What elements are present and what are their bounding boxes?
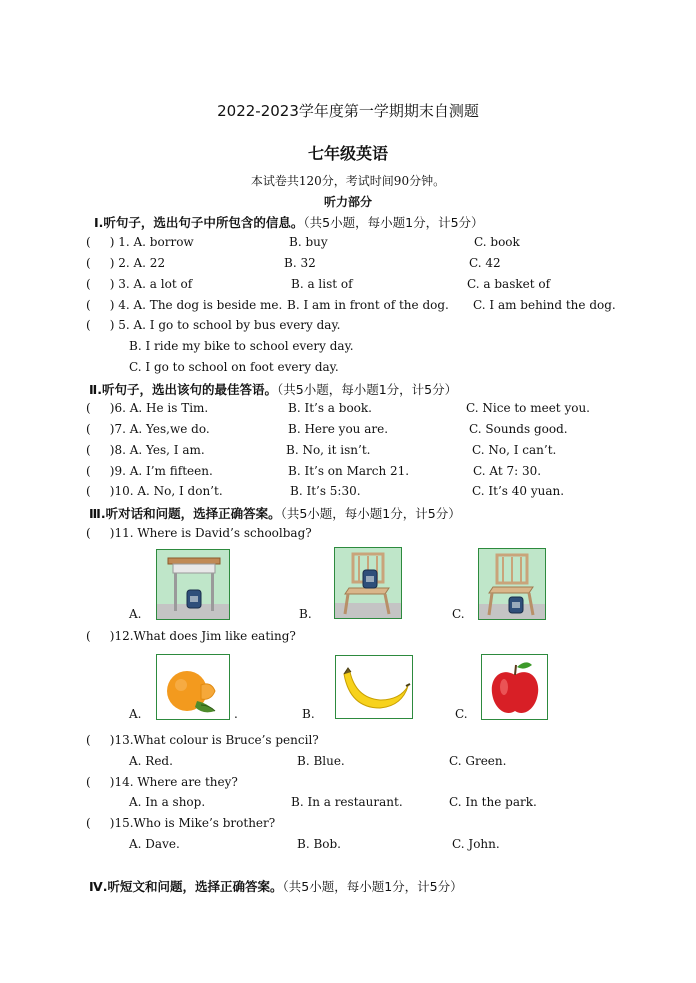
q10-a: )10. A. No, I don’t. (109, 484, 223, 498)
q5-b: B. I ride my bike to school every day. (129, 339, 354, 353)
section-number: Ⅰ. (94, 215, 104, 230)
section-score: （共5小题，每小题1分，计5分） (280, 506, 461, 521)
question-2: ( ) 2. A. 22 (86, 256, 166, 270)
section-title: 听句子，选出该句的最佳答语。 (101, 382, 277, 397)
q9-a: )9. A. I’m fifteen. (109, 464, 213, 478)
desk-icon (157, 550, 230, 620)
q6-c: C. Nice to meet you. (466, 401, 590, 415)
q2-c: C. 42 (469, 256, 501, 270)
q11-stem: )11. Where is David’s schoolbag? (109, 526, 312, 540)
question-7: ( )7. A. Yes,we do. (86, 422, 210, 436)
question-8: ( )8. A. Yes, I am. (86, 443, 205, 457)
q2-a: 2. A. 22 (118, 256, 166, 270)
exam-info: 本试卷共120分，考试时间90分钟。 (250, 174, 446, 188)
section-score: （共5小题，每小题1分，计5分） (303, 215, 484, 230)
question-5: ( ) 5. A. I go to school by bus every day. (86, 318, 341, 332)
q7-b: B. Here you are. (288, 422, 389, 436)
q12-a-dot: . (234, 707, 238, 721)
section-score: （共5小题，每小题1分，计5分） (282, 879, 463, 894)
q10-b: B. It’s 5:30. (290, 484, 361, 498)
question-15: ( )15.Who is Mike’s brother? (86, 816, 276, 830)
q6-b: B. It’s a book. (288, 401, 372, 415)
section-number: Ⅲ. (89, 506, 106, 521)
q15-stem: )15.Who is Mike’s brother? (109, 816, 276, 830)
part-heading: 听力部分 (323, 195, 372, 209)
q12-stem: )12.What does Jim like eating? (109, 629, 296, 643)
banana-icon (336, 656, 413, 719)
q3-a: 3. A. a lot of (118, 277, 193, 291)
q7-c: C. Sounds good. (469, 422, 568, 436)
q4-a: 4. A. The dog is beside me. (118, 298, 283, 312)
q4-b: B. I am in front of the dog. (287, 298, 449, 312)
q9-c: C. At 7: 30. (473, 464, 542, 478)
q4-c: C. I am behind the dog. (473, 298, 616, 312)
q13-c: C. Green. (449, 754, 507, 768)
q13-a: A. Red. (129, 754, 173, 768)
section-title: 听句子，选出句子中所包含的信息。 (103, 215, 304, 230)
section-number: Ⅳ. (89, 879, 108, 894)
q12-c-label: C. (455, 707, 468, 721)
section-title: 听对话和问题，选择正确答案。 (105, 506, 281, 521)
exam-subject: 七年级英语 (307, 144, 388, 163)
q14-a: A. In a shop. (129, 795, 206, 809)
q15-a: A. Dave. (129, 837, 180, 851)
q13-b: B. Blue. (297, 754, 345, 768)
q6-a: )6. A. He is Tim. (109, 401, 209, 415)
question-4: ( ) 4. A. The dog is beside me. (86, 298, 283, 312)
q15-b: B. Bob. (297, 837, 341, 851)
q14-b: B. In a restaurant. (291, 795, 403, 809)
exam-title: 2022-2023学年度第一学期期末自测题 (217, 102, 479, 120)
q11-picture-a (156, 549, 230, 620)
section-4-heading (89, 877, 463, 895)
orange-icon (157, 655, 230, 720)
q11-picture-b (334, 547, 402, 619)
q11-c-label: C. (452, 607, 465, 621)
section-2-heading (89, 380, 457, 398)
q2-b: B. 32 (284, 256, 316, 270)
q3-b: B. a list of (291, 277, 353, 291)
q12-b-label: B. (302, 707, 315, 721)
q1-a: 1. A. borrow (118, 235, 194, 249)
question-10: ( )10. A. No, I don’t. (86, 484, 223, 498)
q13-stem: )13.What colour is Bruce’s pencil? (109, 733, 319, 747)
q12-picture-c (481, 654, 548, 720)
question-11: ( )11. Where is David’s schoolbag? (86, 526, 312, 540)
section-title: 听短文和问题，选择正确答案。 (107, 879, 283, 894)
q12-a-label: A. (129, 707, 142, 721)
q12-picture-a (156, 654, 230, 720)
q1-b: B. buy (289, 235, 328, 249)
section-score: （共5小题，每小题1分，计5分） (277, 382, 458, 397)
section-3-heading (89, 504, 461, 522)
chair-icon (335, 548, 402, 619)
question-13: ( )13.What colour is Bruce’s pencil? (86, 733, 319, 747)
q12-picture-b (335, 655, 413, 719)
q14-c: C. In the park. (449, 795, 537, 809)
question-9: ( )9. A. I’m fifteen. (86, 464, 213, 478)
q11-a-label: A. (129, 607, 142, 621)
question-3: ( ) 3. A. a lot of (86, 277, 193, 291)
q5-a: 5. A. I go to school by bus every day. (118, 318, 341, 332)
section-1-heading (94, 213, 484, 231)
question-1: ( ) 1. A. borrow (86, 235, 194, 249)
chair-icon (479, 549, 546, 620)
q8-c: C. No, I can’t. (472, 443, 557, 457)
q14-stem: )14. Where are they? (109, 775, 238, 789)
q11-b-label: B. (299, 607, 312, 621)
q3-c: C. a basket of (467, 277, 551, 291)
q7-a: )7. A. Yes,we do. (109, 422, 210, 436)
section-number: Ⅱ. (89, 382, 102, 397)
question-12: ( )12.What does Jim like eating? (86, 629, 296, 643)
question-6: ( )6. A. He is Tim. (86, 401, 209, 415)
q8-b: B. No, it isn’t. (286, 443, 371, 457)
q9-b: B. It’s on March 21. (288, 464, 410, 478)
q8-a: )8. A. Yes, I am. (109, 443, 205, 457)
apple-icon (482, 655, 548, 720)
q15-c: C. John. (452, 837, 500, 851)
q1-c: C. book (474, 235, 520, 249)
question-14: ( )14. Where are they? (86, 775, 238, 789)
q11-picture-c (478, 548, 546, 620)
q10-c: C. It’s 40 yuan. (472, 484, 565, 498)
q5-c: C. I go to school on foot every day. (129, 360, 339, 374)
